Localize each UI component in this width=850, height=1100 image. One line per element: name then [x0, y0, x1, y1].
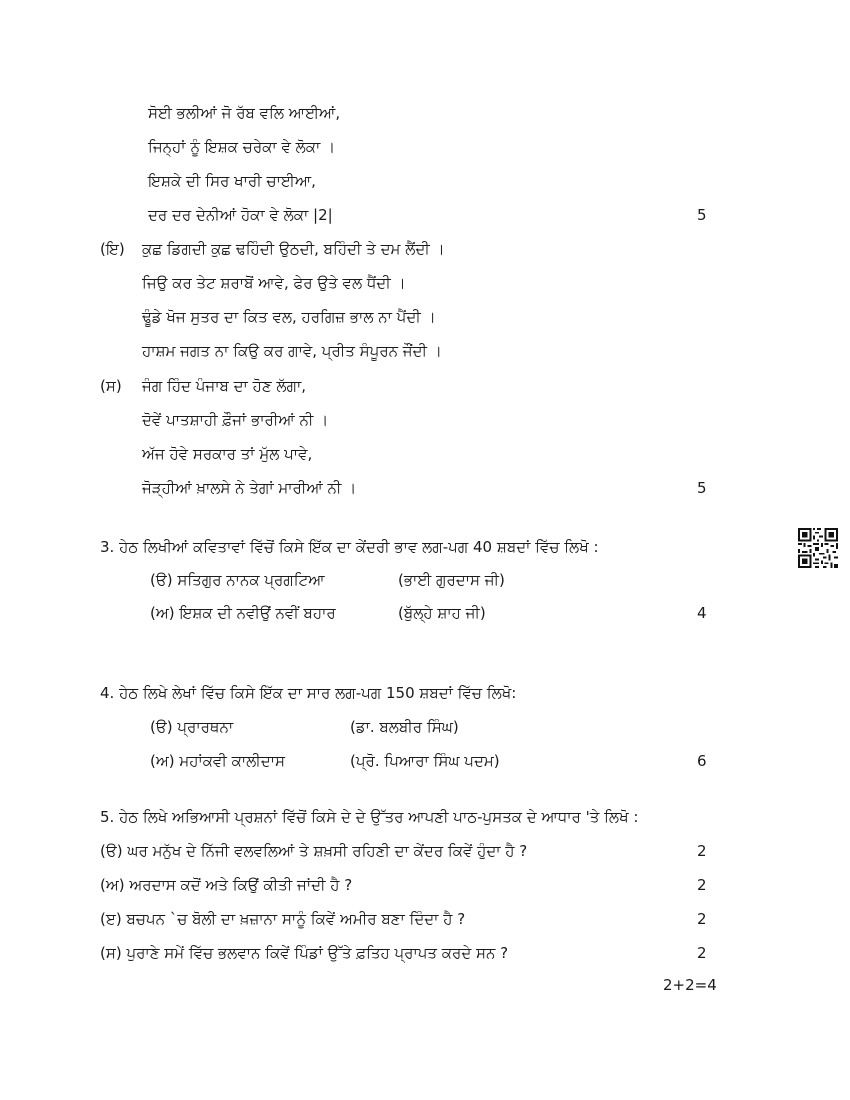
q5-item-d: (ਸ) ਪੁਰਾਣੇ ਸਮੇਂ ਵਿੱਚ ਭਲਵਾਨ ਕਿਵੇਂ ਪਿੰਡਾਂ ਉੱਤੇ ਫ਼ਤਿਹ ਪ੍ਰਾਪਤ ਕਰਦੇ ਸਨ ?	[100, 944, 509, 962]
q4-option-a-title: (ੳ) ਪ੍ਰਾਰਥਨਾ	[150, 718, 234, 736]
poem-s-line-4: ਜੋੜ੍ਹੀਆਂ ਖ਼ਾਲਸੇ ਨੇ ਤੇਗਾਂ ਮਾਰੀਆਂ ਨੀ ।	[142, 479, 357, 497]
q4-option-a-author: (ਡਾ. ਬਲਬੀਰ ਸਿੰਘ)	[350, 718, 459, 736]
q5-item-b: (ਅ) ਅਰਦਾਸ ਕਦੋਂ ਅਤੇ ਕਿਉਂ ਕੀਤੀ ਜਾਂਦੀ ਹੈ ?	[100, 876, 353, 894]
poem-e-line-1: ਕੁਛ ਡਿਗਦੀ ਕੁਛ ਢਹਿੰਦੀ ਉਠਦੀ, ਬਹਿੰਦੀ ਤੇ ਦਮ ਲੈਂਦੀ ।	[142, 240, 445, 258]
poem-s-line-3: ਅੱਜ ਹੋਵੇ ਸਰਕਾਰ ਤਾਂ ਮੁੱਲ ਪਾਵੇ,	[142, 445, 313, 463]
poem-e-line-3: ਢੂੰਡੇ ਖੋਜ ਸੁਤਰ ਦਾ ਕਿਤ ਵਲ, ਹਰਗਿਜ਼ ਭਾਲ ਨਾ ਪੈਂਦੀ ।	[142, 308, 436, 326]
q4-option-b-title: (ਅ) ਮਹਾਂਕਵੀ ਕਾਲੀਦਾਸ	[150, 752, 285, 770]
poem-a-line-2: ਜਿਨ੍ਹਾਂ ਨੂੰ ਇਸ਼ਕ ਚਰੇਕਾ ਵੇ ਲੋਕਾ ।	[148, 138, 336, 156]
poem-a-marks: 5	[697, 206, 707, 224]
q5-total: 2+2=4	[663, 976, 717, 994]
q5-item-a-marks: 2	[697, 842, 707, 860]
q5-text: 5. ਹੇਠ ਲਿਖੇ ਅਭਿਆਸੀ ਪ੍ਰਸ਼ਨਾਂ ਵਿੱਚੋਂ ਕਿਸੇ ਦੇ ਦੇ ਉੱਤਰ ਆਪਣੀ ਪਾਠ-ਪੁਸਤਕ ਦੇ ਆਧਾਰ 'ਤੇ ਲਿਖੋ :	[100, 808, 639, 826]
q5-item-c-marks: 2	[697, 910, 707, 928]
poem-s-marks: 5	[697, 479, 707, 497]
q4-text: 4. ਹੇਠ ਲਿਖੇ ਲੇਖਾਂ ਵਿੱਚ ਕਿਸੇ ਇੱਕ ਦਾ ਸਾਰ ਲਗ-ਪਗ 150 ਸ਼ਬਦਾਂ ਵਿੱਚ ਲਿਖੋ:	[100, 684, 517, 702]
q3-option-b-author: (ਬੁੱਲ੍ਹੇ ਸ਼ਾਹ ਜੀ)	[398, 604, 486, 622]
q3-marks: 4	[697, 604, 707, 622]
poem-a-line-1: ਸੋਈ ਭਲੀਆਂ ਜੋ ਰੱਬ ਵਲਿ ਆਈਆਂ,	[148, 104, 341, 122]
q5-item-c: (ੲ) ਬਚਪਨ `ਚ ਬੋਲੀ ਦਾ ਖ਼ਜ਼ਾਨਾ ਸਾਨੂੰ ਕਿਵੇਂ ਅਮੀਰ ਬਣਾ ਦਿੰਦਾ ਹੈ ?	[100, 910, 466, 928]
poem-a-line-4: ਦਰ ਦਰ ਦੇਨੀਆਂ ਹੋਕਾ ਵੇ ਲੋਕਾ |2|	[148, 206, 333, 224]
q3-text: 3. ਹੇਠ ਲਿਖੀਆਂ ਕਵਿਤਾਵਾਂ ਵਿੱਚੋਂ ਕਿਸੇ ਇੱਕ ਦਾ ਕੇਂਦਰੀ ਭਾਵ ਲਗ-ਪਗ 40 ਸ਼ਬਦਾਂ ਵਿੱਚ ਲਿਖੋ :	[100, 538, 599, 556]
q5-item-b-marks: 2	[697, 876, 707, 894]
q4-marks: 6	[697, 752, 707, 770]
q3-option-a-author: (ਭਾਈ ਗੁਰਦਾਸ ਜੀ)	[398, 571, 505, 589]
poem-a-line-3: ਇਸ਼ਕੇ ਦੀ ਸਿਰ ਖਾਰੀ ਚਾਈਆ,	[148, 172, 316, 190]
poem-e-line-2: ਜਿਉ ਕਰ ਤੇਟ ਸ਼ਰਾਬੋਂ ਆਵੇ, ਫੇਰ ਉਤੇ ਵਲ ਧੈਂਦੀ ।	[142, 274, 406, 292]
q5-item-d-marks: 2	[697, 944, 707, 962]
poem-s-line-2: ਦੋਵੇਂ ਪਾਤਸ਼ਾਹੀ ਫ਼ੌਜਾਂ ਭਾਰੀਆਂ ਨੀ ।	[142, 411, 329, 429]
poem-e-label: (ਇ)	[100, 240, 125, 258]
poem-s-line-1: ਜੰਗ ਹਿੰਦ ਪੰਜਾਬ ਦਾ ਹੋਣ ਲੱਗਾ,	[142, 377, 306, 395]
q3-option-b-title: (ਅ) ਇਸ਼ਕ ਦੀ ਨਵੀਉਂ ਨਵੀਂ ਬਹਾਰ	[150, 604, 336, 622]
q4-option-b-author: (ਪ੍ਰੋ. ਪਿਆਰਾ ਸਿੰਘ ਪਦਮ)	[350, 752, 500, 770]
q5-item-a: (ੳ) ਘਰ ਮਨੁੱਖ ਦੇ ਨਿੱਜੀ ਵਲਵਲਿਆਂ ਤੇ ਸ਼ਖ਼ਸੀ ਰਹਿਣੀ ਦਾ ਕੇਂਦਰ ਕਿਵੇਂ ਹੁੰਦਾ ਹੈ ?	[100, 842, 528, 860]
poem-s-label: (ਸ)	[100, 377, 122, 395]
qr-code-icon	[798, 527, 838, 569]
poem-e-line-4: ਹਾਸ਼ਮ ਜਗਤ ਨਾ ਕਿਉ ਕਰ ਗਾਵੇ, ਪ੍ਰੀਤ ਸੰਪੂਰਨ ਜੌਂਦੀ ।	[142, 342, 442, 360]
q3-option-a-title: (ੳ) ਸਤਿਗੁਰ ਨਾਨਕ ਪ੍ਰਗਟਿਆ	[150, 571, 325, 589]
